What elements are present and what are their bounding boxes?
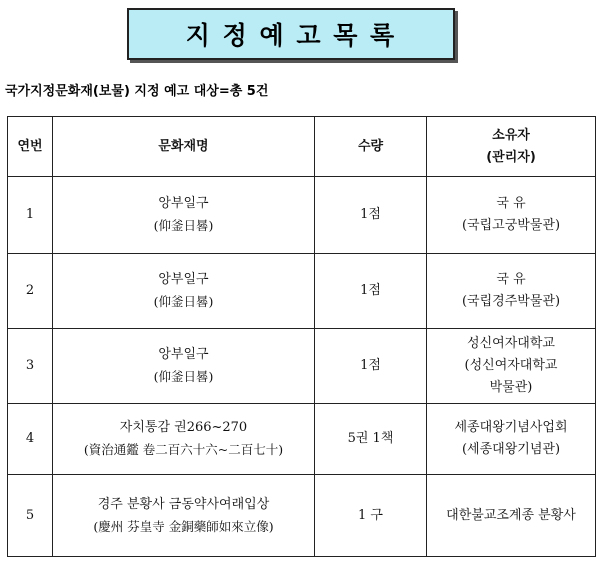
row-quantity: 1 구 (315, 475, 427, 557)
name-korean: 앙부일구 (158, 272, 209, 287)
owner-line: (국립경주박물관) (461, 294, 561, 309)
row-quantity: 1점 (315, 254, 427, 329)
row-quantity: 1점 (315, 177, 427, 254)
owner-line: 성신여자대학교 (467, 336, 555, 351)
row-quantity: 5권 1책 (315, 404, 427, 475)
row-no: 5 (8, 475, 53, 557)
row-name (53, 475, 315, 557)
owner-line: (국립고궁박물관) (461, 218, 561, 233)
header-owner-line2: (관리자) (486, 149, 536, 165)
header-owner (427, 117, 596, 177)
table-row (8, 177, 596, 254)
name-korean: 자치통감 권266~270 (119, 420, 248, 435)
owner-line: 대한불교조계종 분황사 (446, 507, 576, 523)
owner-line: 국 유 (496, 272, 526, 287)
header-name: 문화재명 (53, 117, 315, 177)
row-no: 3 (8, 329, 53, 404)
name-korean: 앙부일구 (158, 196, 209, 211)
owner-line: 박물관) (489, 380, 533, 395)
owner-line: (세종대왕기념관) (461, 442, 561, 457)
row-no: 4 (8, 404, 53, 475)
row-owner (427, 254, 596, 329)
row-owner (427, 329, 596, 404)
row-owner (427, 404, 596, 475)
name-korean: 앙부일구 (158, 347, 209, 362)
name-hanja: (資治通鑑 卷二百六十六~二百七十) (83, 442, 284, 457)
header-row (8, 117, 596, 177)
header-quantity: 수량 (315, 117, 427, 177)
page-title: 지 정 예 고 목 록 (185, 21, 397, 50)
row-name (53, 404, 315, 475)
owner-line: 세종대왕기념사업회 (454, 420, 568, 435)
name-korean: 경주 분황사 금동약사여래입상 (97, 496, 270, 512)
name-hanja: (仰釜日晷) (153, 294, 214, 309)
header-no: 연번 (8, 117, 53, 177)
designation-table (7, 116, 596, 557)
row-name (53, 177, 315, 254)
name-hanja: (仰釜日晷) (153, 218, 214, 233)
row-owner (427, 177, 596, 254)
table-row (8, 254, 596, 329)
name-hanja: (慶州 芬皇寺 金銅藥師如來立像) (93, 518, 274, 534)
subtitle: 국가지정문화재(보물) 지정 예고 대상=총 5건 (5, 84, 269, 99)
table-row (8, 475, 596, 557)
title-box (127, 8, 455, 60)
owner-line: 국 유 (496, 196, 526, 211)
header-owner-line1: 소유자 (492, 127, 530, 143)
table-row (8, 404, 596, 475)
table-row (8, 329, 596, 404)
name-hanja: (仰釜日晷) (153, 369, 214, 384)
row-owner (427, 475, 596, 557)
row-quantity: 1점 (315, 329, 427, 404)
row-name (53, 329, 315, 404)
owner-line: (성신여자대학교 (464, 358, 558, 373)
row-no: 2 (8, 254, 53, 329)
row-name (53, 254, 315, 329)
row-no: 1 (8, 177, 53, 254)
